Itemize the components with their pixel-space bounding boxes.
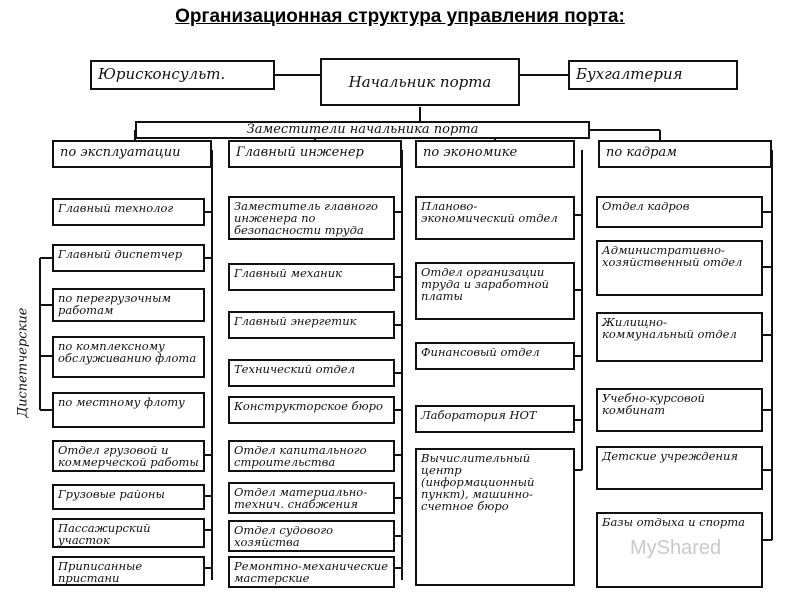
col2-item-repair-workshops: Ремонтно-механические мастерские — [228, 556, 395, 588]
column-header-chief-engineer: Главный инженер — [228, 140, 402, 168]
col2-item-design-bureau: Конструкторское бюро — [228, 396, 395, 424]
col4-item-recreation-bases: Базы отдыха и спорта — [596, 512, 763, 588]
col1-item-assigned-piers: Приписанные пристани — [52, 556, 205, 586]
col2-item-ship-economy: Отдел судового хозяйства — [228, 520, 395, 552]
col1-item-cargo-districts: Грузовые районы — [52, 484, 205, 510]
dispatch-side-label: Диспетчерские — [15, 307, 31, 418]
col2-item-deputy-safety: Заместитель главного инженера по безопасности труда — [228, 196, 395, 240]
col2-item-chief-power-engineer: Главный энергетик — [228, 311, 395, 339]
col1-item-chief-dispatcher: Главный диспетчер — [52, 244, 205, 272]
col2-item-chief-mechanic: Главный механик — [228, 263, 395, 291]
col1-item-cargo-handling: по перегрузочным работам — [52, 288, 205, 322]
watermark: MyShared — [630, 537, 722, 559]
col1-item-local-fleet: по местному флоту — [52, 392, 205, 428]
col3-item-finance-dept: Финансовый отдел — [415, 342, 575, 370]
col1-item-passenger-section: Пассажирский участок — [52, 518, 205, 548]
port-head-box: Начальник порта — [320, 58, 520, 106]
col4-item-training-center: Учебно-курсовой комбинат — [596, 388, 763, 432]
col4-item-child-institutions: Детские учреждения — [596, 446, 763, 490]
legal-advisor-box: Юрисконсульт. — [90, 60, 275, 90]
column-header-economics: по экономике — [415, 140, 575, 168]
deputies-banner: Заместители начальника порта — [135, 121, 590, 139]
col4-item-personnel-dept: Отдел кадров — [596, 196, 763, 228]
col3-item-not-laboratory: Лаборатория НОТ — [415, 405, 575, 433]
accounting-box: Бухгалтерия — [568, 60, 738, 90]
column-header-operations: по эксплуатации — [52, 140, 212, 168]
col1-item-cargo-commercial: Отдел грузовой и коммерческой работы — [52, 440, 205, 472]
col3-item-computing-center: Вычислительный центр (информационный пункт), машинно-счетное бюро — [415, 448, 575, 586]
col1-item-chief-technologist: Главный технолог — [52, 198, 205, 226]
col3-item-labour-wages-dept: Отдел организации труда и заработной платы — [415, 262, 575, 320]
col2-item-technical-dept: Технический отдел — [228, 359, 395, 387]
col4-item-housing-dept: Жилищно-коммунальный отдел — [596, 312, 763, 362]
col3-item-planning-dept: Планово-экономический отдел — [415, 196, 575, 240]
col2-item-material-supply: Отдел материально-технич. снабжения — [228, 482, 395, 514]
col1-item-fleet-service: по комплексному обслуживанию флота — [52, 336, 205, 378]
col2-item-capital-construction: Отдел капитального строительства — [228, 440, 395, 472]
col4-item-admin-dept: Административно-хозяйственный отдел — [596, 240, 763, 296]
page-title: Организационная структура управления порта: — [175, 6, 625, 27]
column-header-personnel: по кадрам — [598, 140, 772, 168]
